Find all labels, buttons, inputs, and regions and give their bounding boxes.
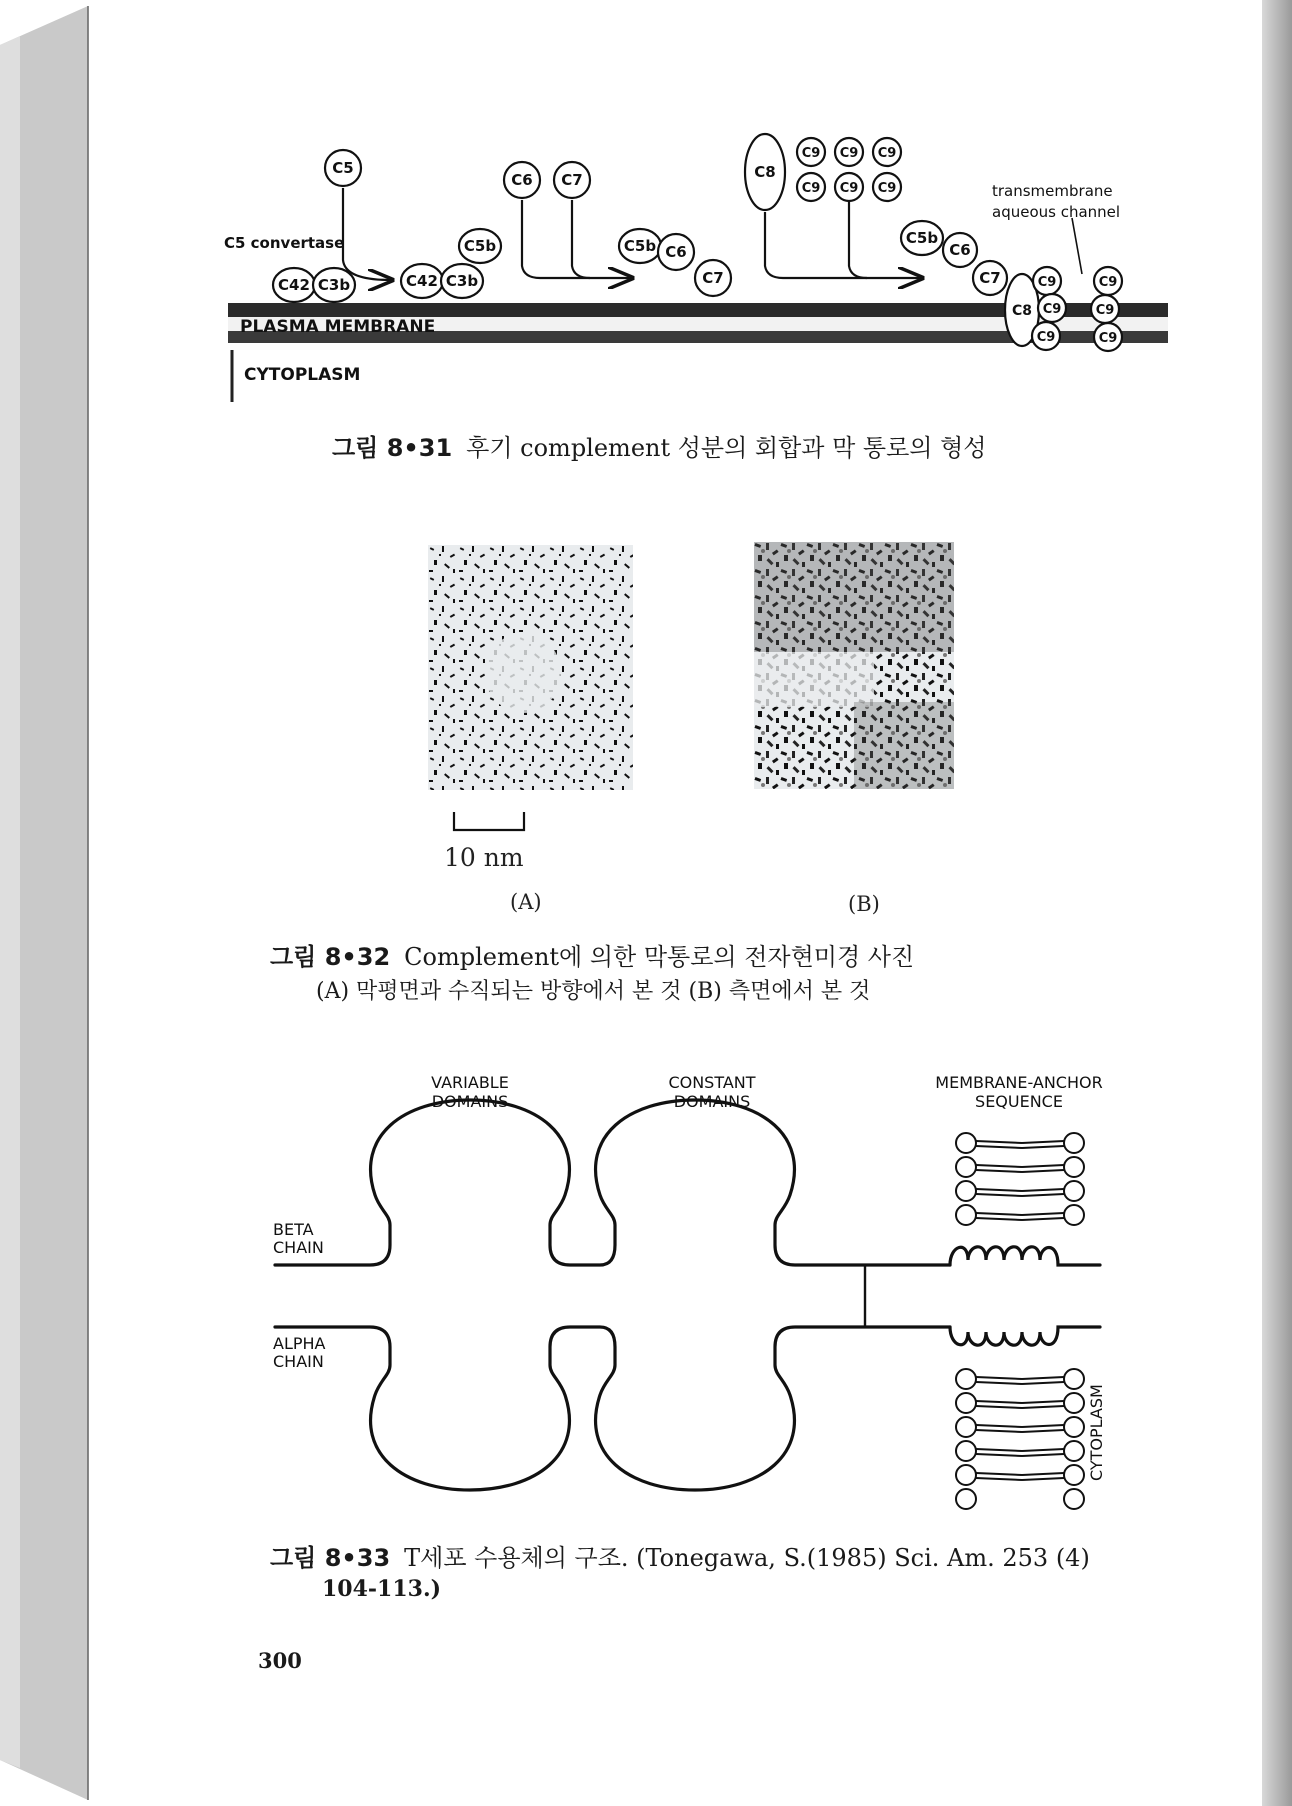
c42-label-b: C42 [406,272,438,290]
page-number: 300 [258,1648,302,1673]
channel-label-2: aqueous channel [992,203,1121,221]
c42-label-a: C42 [278,276,310,294]
c6-label-a: C6 [511,171,533,189]
c9-label-5: C9 [839,181,859,196]
cytoplasm-label: CYTOPLASM [244,365,361,385]
panel-a-label: (A) [510,890,542,914]
scale-bar-label: 10 nm [444,843,524,872]
c9-label-11: C9 [1095,303,1115,318]
figure-8-33-diagram [260,1065,1120,1520]
c8-label-b: C8 [1011,303,1033,319]
c9-label-10: C9 [1098,275,1118,290]
c7-label-b: C7 [702,269,724,287]
em-photo-b [754,542,954,789]
constant-domains-label-1: CONSTANT [668,1073,756,1092]
membrane-label: PLASMA MEMBRANE [240,317,436,337]
figure-8-33-caption [270,1538,1090,1573]
c8-label-a: C8 [754,163,776,181]
c9-label-3: C9 [877,146,897,161]
panel-b-label: (B) [848,892,880,916]
alpha-chain-label-1: ALPHA [273,1334,326,1353]
c9-label-8: C9 [1042,302,1062,317]
cytoplasm-vertical-label: CYTOPLASM [1087,1384,1106,1481]
figure-8-32-number: 그림 8•32 [270,943,391,971]
lipid-bilayer-bottom [956,1369,1084,1509]
channel-label-1: transmembrane [992,182,1113,200]
c9-label-9: C9 [1036,330,1056,345]
c3b-label-a: C3b [317,276,351,294]
convertase-label: C5 convertase [224,234,345,252]
constant-domains-label-2: DOMAINS [673,1092,751,1111]
c6-label-c: C6 [949,241,971,259]
arrow-c6 [522,200,630,278]
figure-8-32-caption [270,937,914,972]
anchor-label-2: SEQUENCE [975,1092,1063,1111]
arrow-c8 [765,212,920,278]
c7-label-c: C7 [979,269,1001,287]
c6-label-b: C6 [665,243,687,261]
figure-8-33-caption-line1: T세포 수용체의 구조. (Tonegawa, S.(1985) Sci. Am. 253 (4) [404,1544,1090,1572]
variable-domains-label-1: VARIABLE [431,1073,509,1092]
arrow-c5 [343,188,390,280]
page-edge-shadow [1262,0,1292,1806]
beta-chain [275,1100,950,1265]
c3b-label-b: C3b [445,272,479,290]
beta-chain-label-1: BETA [273,1220,314,1239]
anchor-label-1: MEMBRANE-ANCHOR [935,1073,1103,1092]
alpha-chain-label-2: CHAIN [273,1352,324,1371]
figure-8-32-caption-line1: Complement에 의한 막통로의 전자현미경 사진 [404,943,915,971]
c7-label-a: C7 [561,171,583,189]
figure-8-31-number: 그림 8•31 [332,434,453,462]
c9-label-4: C9 [801,181,821,196]
figure-8-31-caption [332,428,986,463]
c5b-label-b: C5b [623,237,657,255]
alpha-helix [950,1327,1100,1345]
figure-8-33-caption-line2: 104-113.) [322,1576,442,1602]
book-spine [0,0,95,1806]
c9-label-12: C9 [1098,331,1118,346]
figure-8-31-diagram [220,130,1170,420]
c5b-label-a: C5b [463,237,497,255]
c5-label: C5 [332,159,354,177]
c9-label-7: C9 [1037,275,1057,290]
beta-helix [950,1247,1100,1265]
alpha-chain [275,1327,950,1490]
figure-8-31-caption-text: 후기 complement 성분의 회합과 막 통로의 형성 [466,434,987,462]
c9-label-2: C9 [839,146,859,161]
c5b-label-c: C5b [905,229,939,247]
lipid-bilayer-top [956,1133,1084,1225]
beta-chain-label-2: CHAIN [273,1238,324,1257]
figure-8-33-number: 그림 8•33 [270,1544,391,1572]
em-photo-a [428,545,633,790]
scale-bar [450,810,530,835]
figure-8-32-caption-line2: (A) 막평면과 수직되는 방향에서 본 것 (B) 측면에서 본 것 [316,979,871,1004]
c9-label-6: C9 [877,181,897,196]
variable-domains-label-2: DOMAINS [431,1092,509,1111]
c9-label-1: C9 [801,146,821,161]
